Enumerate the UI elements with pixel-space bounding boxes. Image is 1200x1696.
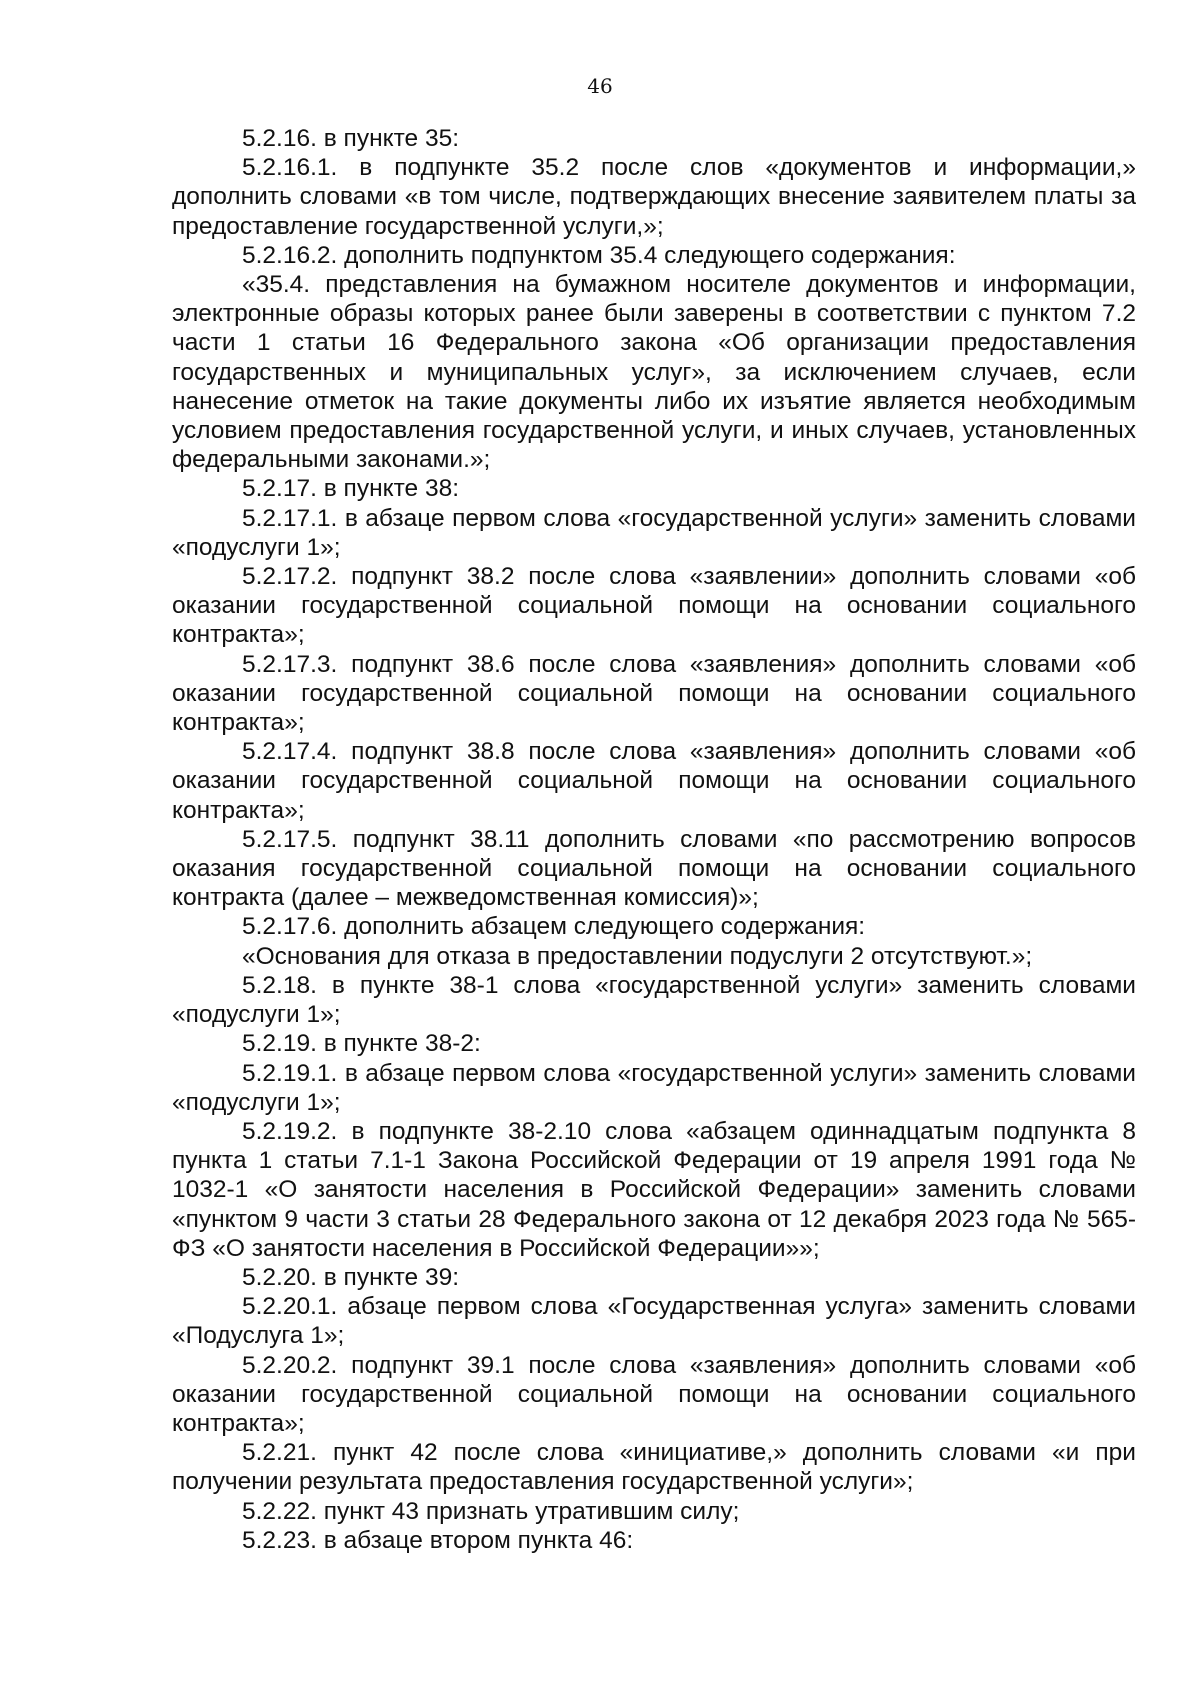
- paragraph-quote-grounds: «Основания для отказа в предоставлении подуслуги 2 отсутствуют.»;: [242, 942, 1033, 970]
- paragraph-5-2-17-1: 5.2.17.1. в абзаце первом слова «государственной услуги» заменить словами «подуслуги 1»;: [172, 504, 1136, 561]
- paragraph-5-2-19-2: 5.2.19.2. в подпункте 38-2.10 слова «абзацем одиннадцатым подпункта 8 пункта 1 статьи 7.1-1 Закона Российской Федерации от 19 апреля 1991 года № 1032-1 «О занятости населения в Российской Федерации» заменить словами «пунктом 9 части 3 статьи 28 Федерального закона от 12 декабря 2023 года № 565-ФЗ «О занятости населения в Российской Федерации»»;: [172, 1117, 1136, 1262]
- paragraph-5-2-17-3: 5.2.17.3. подпункт 38.6 после слова «заявления» дополнить словами «об оказании государственной социальной помощи на основании социального контракта»;: [172, 650, 1136, 737]
- document-body: [172, 124, 1136, 1555]
- paragraph-5-2-17-2: 5.2.17.2. подпункт 38.2 после слова «заявлении» дополнить словами «об оказании государственной социальной помощи на основании социального контракта»;: [172, 563, 1136, 649]
- paragraph-quote-35-4: «35.4. представления на бумажном носителе документов и информации, электронные образы которых ранее были заверены в соответствии с пунктом 7.2 части 1 статьи 16 Федерального закона «Об организации предоставления государственных и муниципальных услуг», за исключением случаев, если нанесение отметок на такие документы либо их изъятие является необходимым условием предоставления государственной услуги, и иных случаев, установленных федеральными законами.»;: [172, 271, 1136, 474]
- paragraph-5-2-23: 5.2.23. в абзаце втором пункта 46:: [242, 1526, 634, 1554]
- paragraph-5-2-17-4: 5.2.17.4. подпункт 38.8 после слова «заявления» дополнить словами «об оказании государственной социальной помощи на основании социального контракта»;: [172, 738, 1136, 824]
- paragraph-5-2-20-1: 5.2.20.1. абзаце первом слова «Государственная услуга» заменить словами «Подуслуга 1»;: [172, 1293, 1136, 1350]
- paragraph-5-2-17: 5.2.17. в пункте 38:: [242, 475, 460, 503]
- paragraph-5-2-19-1: 5.2.19.1. в абзаце первом слова «государственной услуги» заменить словами «подуслуги 1»;: [172, 1059, 1136, 1116]
- paragraph-5-2-19: 5.2.19. в пункте 38-2:: [242, 1030, 481, 1058]
- page-number: 46: [587, 74, 613, 98]
- paragraph-5-2-20-2: 5.2.20.2. подпункт 39.1 после слова «заявления» дополнить словами «об оказании государственной социальной помощи на основании социального контракта»;: [172, 1351, 1136, 1437]
- paragraph-5-2-21: 5.2.21. пункт 42 после слова «инициативе,» дополнить словами «и при получении результата предоставления государственной услуги»;: [172, 1439, 1136, 1496]
- paragraph-5-2-18: 5.2.18. в пункте 38-1 слова «государственной услуги» заменить словами «подуслуги 1»;: [172, 971, 1136, 1029]
- paragraph-5-2-16: 5.2.16. в пункте 35:: [242, 125, 460, 152]
- paragraph-5-2-16-1: 5.2.16.1. в подпункте 35.2 после слов «документов и информации,» дополнить словами «в том числе, подтверждающих внесение заявителем платы за предоставление государственной услуги,»;: [172, 154, 1136, 240]
- paragraph-5-2-17-5: 5.2.17.5. подпункт 38.11 дополнить словами «по рассмотрению вопросов оказания государственной социальной помощи на основании социального контракта (далее – межведомственная комиссия)»;: [172, 825, 1136, 912]
- paragraph-5-2-17-6: 5.2.17.6. дополнить абзацем следующего содержания:: [242, 913, 866, 941]
- paragraph-5-2-16-2: 5.2.16.2. дополнить подпунктом 35.4 следующего содержания:: [242, 241, 956, 269]
- paragraph-5-2-20: 5.2.20. в пункте 39:: [242, 1263, 460, 1291]
- paragraph-5-2-22: 5.2.22. пункт 43 признать утратившим силу;: [242, 1497, 740, 1525]
